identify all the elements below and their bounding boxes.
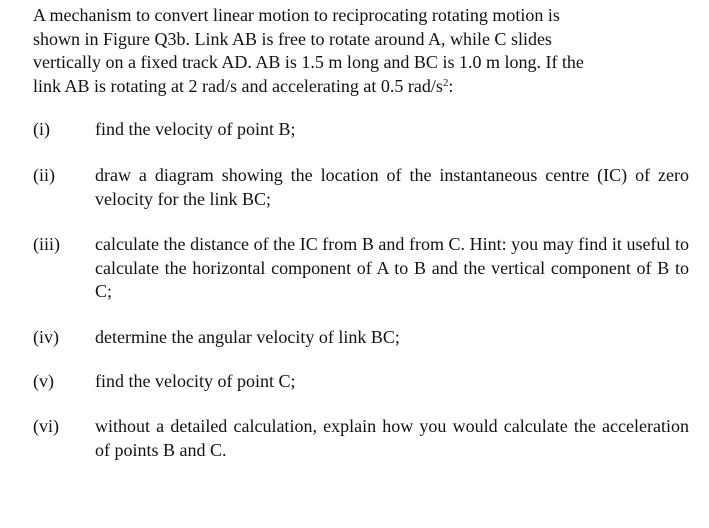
intro-line: vertically on a fixed track AD. AB is 1.5 m long and BC is 1.0 m long. If the <box>33 52 584 72</box>
intro-last-text: link AB is rotating at 2 rad/s and accelerating at 0.5 rad/s <box>33 75 443 96</box>
squared-superscript: 2 <box>442 76 449 89</box>
part-text: draw a diagram showing the location of the instantaneous centre (IC) of zero velocity for the link BC; <box>95 165 689 209</box>
intro-line: A mechanism to convert linear motion to reciprocating rotating motion is <box>33 5 560 25</box>
part-text: determine the angular velocity of link BC; <box>95 327 400 347</box>
intro-line-last <box>33 75 693 99</box>
part-text: without a detailed calculation, explain how you would calculate the acceleration of points B and C. <box>95 416 689 460</box>
part-number: (iv) <box>33 327 59 347</box>
intro-last-colon: : <box>448 75 454 96</box>
intro-line: shown in Figure Q3b. Link AB is free to rotate around A, while C slides <box>33 28 552 49</box>
part-text: find the velocity of point B; <box>95 119 296 139</box>
part-number: (i) <box>33 119 50 139</box>
part-number: (iii) <box>33 234 60 254</box>
part-text: find the velocity of point C; <box>95 371 296 391</box>
part-number: (vi) <box>33 416 59 436</box>
part-number: (v) <box>33 371 54 391</box>
question-intro <box>33 4 693 98</box>
part-number: (ii) <box>33 165 55 185</box>
question-page <box>33 4 693 98</box>
part-text: calculate the distance of the IC from B and from C. Hint: you may find it useful to calculate the horizontal component of A to B and the vertical component of B to C; <box>95 234 689 301</box>
